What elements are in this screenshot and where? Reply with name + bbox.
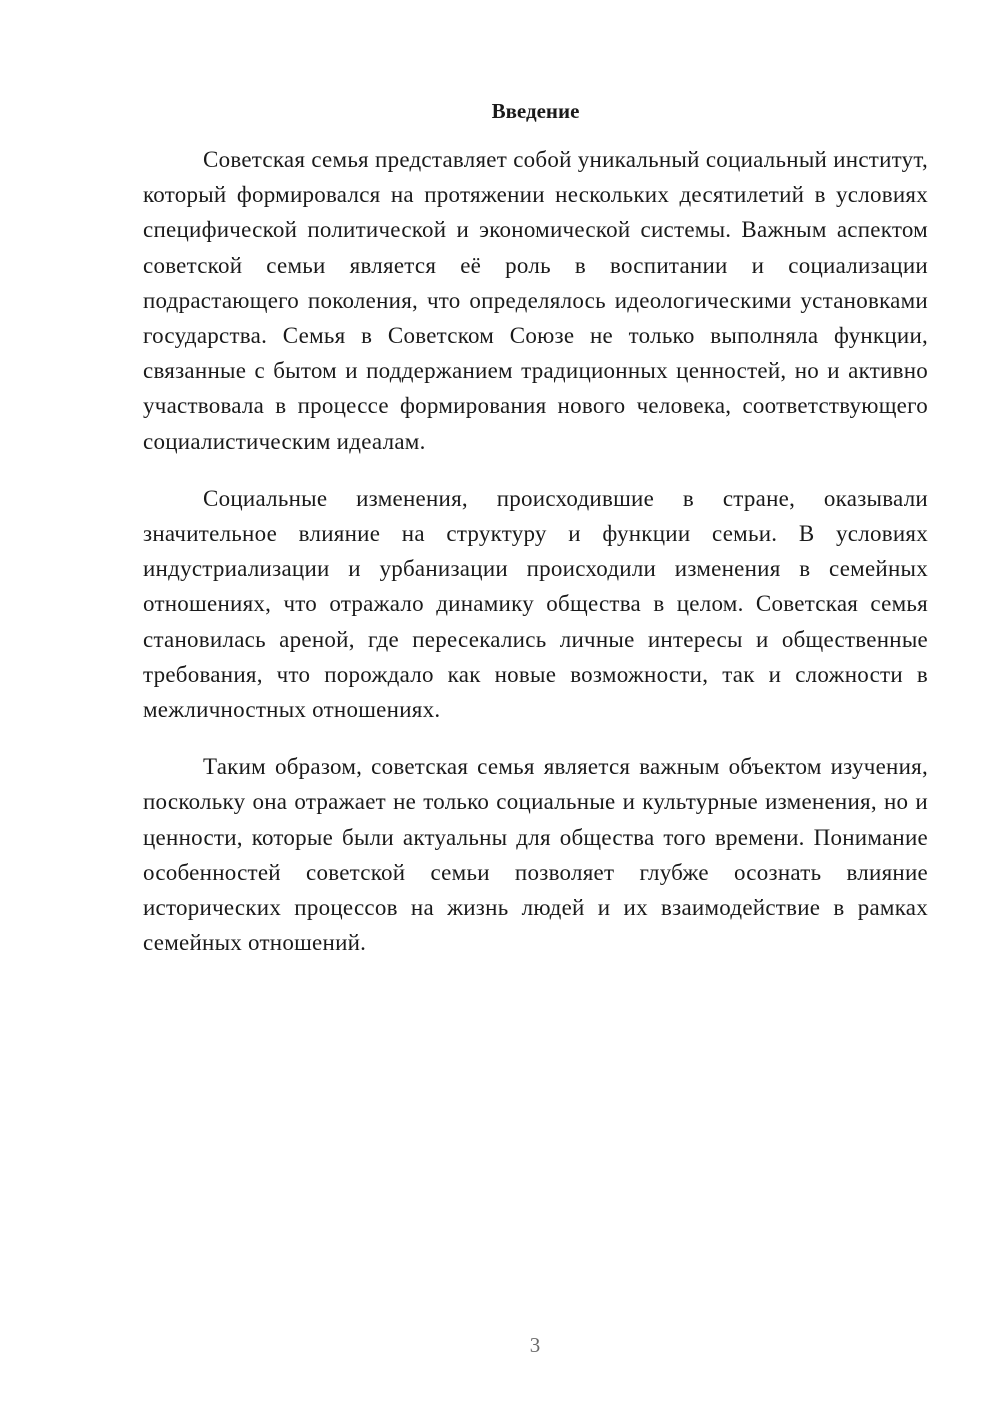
body-text [143, 142, 928, 982]
paragraph-1: Советская семья представляет собой уникальный социальный институт, который формировался на протяжении нескольких десятилетий в условиях специфической политической и экономической системы. Важным аспектом советской семьи является её роль в воспитании и социализации подрастающего поколения, что определялось идеологическими установками государства. Семья в Советском Союзе не только выполняла функции, связанные с бытом и поддержанием традиционных ценностей, но и активно участвовала в процессе формирования нового человека, соответствующего социалистическим идеалам. [143, 147, 928, 454]
paragraph-2: Социальные изменения, происходившие в стране, оказывали значительное влияние на структуру и функции семьи. В условиях индустриализации и урбанизации происходили изменения в семейных отношениях, что отражало динамику общества в целом. Советская семья становилась ареной, где пересекались личные интересы и общественные требования, что порождало как новые возможности, так и сложности в межличностных отношениях. [143, 485, 928, 723]
paragraph-3: Таким образом, советская семья является важным объектом изучения, поскольку она отражает не только социальные и культурные изменения, но и ценности, которые были актуальны для общества того времени. Понимание особенностей советской семьи позволяет глубже осознать влияние исторических процессов на жизнь людей и их взаимодействие в рамках семейных отношений. [143, 754, 928, 956]
page-number: 3 [529, 1333, 541, 1357]
section-heading: Введение [491, 99, 580, 123]
